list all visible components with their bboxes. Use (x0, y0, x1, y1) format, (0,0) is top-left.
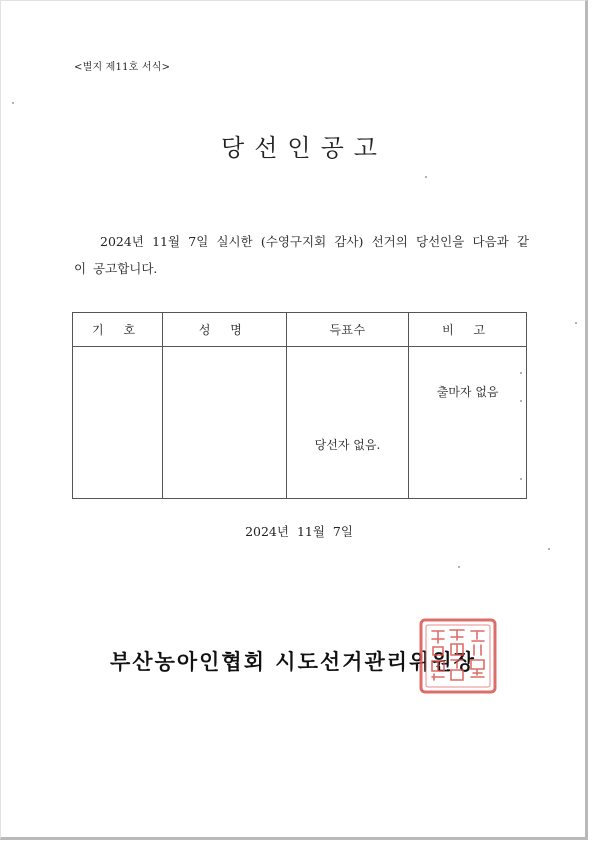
scan-speck (520, 372, 522, 374)
scan-speck (12, 102, 14, 104)
scan-speck (458, 566, 460, 568)
cell-vote-count: 당선자 없음. (286, 347, 409, 499)
header-remarks: 비 고 (409, 313, 527, 347)
table-header-row (73, 313, 527, 347)
scan-speck (548, 548, 550, 550)
document-title: 당선인공고 (221, 134, 387, 162)
scan-speck (575, 322, 577, 324)
form-number-label: <별지 제11호 서식> (74, 62, 171, 73)
cell-remarks: 출마자 없음 (409, 347, 527, 499)
header-name: 성 명 (163, 313, 287, 347)
header-vote-count: 득표수 (286, 313, 409, 347)
scan-speck (520, 400, 522, 402)
table-row (73, 347, 527, 499)
header-symbol-number: 기 호 (73, 313, 163, 347)
scan-speck (520, 478, 522, 480)
scan-speck (425, 176, 427, 178)
election-results-table (72, 312, 527, 499)
cell-symbol-number (73, 347, 163, 499)
notice-body-text: 2024년 11월 7일 실시한 (수영구지회 감사) 선거의 당선인을 다음과 같이 공고합니다. (74, 234, 529, 276)
official-seal-icon (418, 617, 498, 695)
cell-name (163, 347, 287, 499)
issuer-name: 부산농아인협회 시도선거관리위원장 (110, 650, 476, 674)
notice-date: 2024년 11월 7일 (245, 524, 353, 539)
